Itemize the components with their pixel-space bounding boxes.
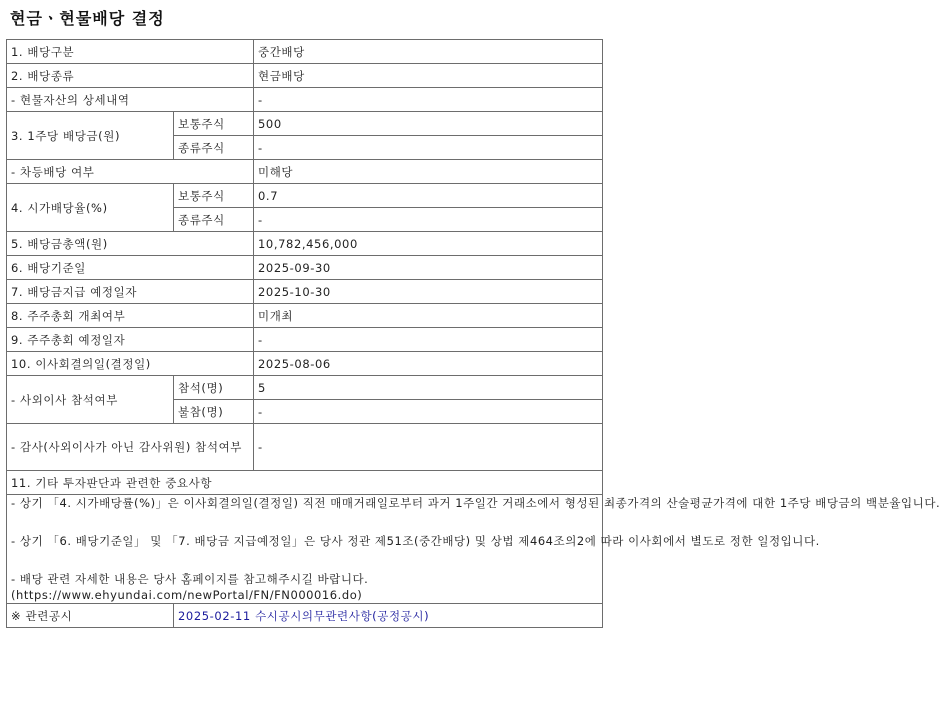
table-row [7,40,603,64]
table-row [7,64,603,88]
row-value: - [254,400,603,424]
row-sublabel: 보통주식 [174,112,254,136]
row-value: 미해당 [254,160,603,184]
table-row [7,352,603,376]
table-row [7,112,603,136]
row-label: - 감사(사외이사가 아닌 감사위원) 참석여부 [7,424,254,471]
row-sublabel: 보통주식 [174,184,254,208]
row-sublabel: 종류주식 [174,136,254,160]
row-label: 7. 배당금지급 예정일자 [7,280,254,304]
row-value: 5 [254,376,603,400]
row-label: 2. 배당종류 [7,64,254,88]
row-label: 1. 배당구분 [7,40,254,64]
row-sublabel: 종류주식 [174,208,254,232]
row-label: 8. 주주총회 개최여부 [7,304,254,328]
table-row [7,280,603,304]
note-paragraph: - 상기 「4. 시가배당률(%)」은 이사회결의일(결정일) 직전 매매거래일로부터 과거 1주일간 거래소에서 형성된 최종가격의 산술평균가격에 대한 1주당 배당금의 백분율입니다. [11,496,940,510]
row-label: - 사외이사 참석여부 [7,376,174,424]
table-row [7,160,603,184]
table-row [7,232,603,256]
row-label: - 차등배당 여부 [7,160,254,184]
table-row [7,256,603,280]
row-label: 9. 주주총회 예정일자 [7,328,254,352]
table-row [7,304,603,328]
related-label: ※ 관련공시 [7,604,174,628]
notes-cell [7,495,940,604]
row-label: - 현물자산의 상세내역 [7,88,254,112]
row-label: 10. 이사회결의일(결정일) [7,352,254,376]
row-value: 2025-08-06 [254,352,603,376]
row-sublabel: 참석(명) [174,376,254,400]
row-value: - [254,424,603,471]
row-value: 2025-10-30 [254,280,603,304]
row-label: 4. 시가배당율(%) [7,184,174,232]
note-paragraph: - 상기 「6. 배당기준일」 및 「7. 배당금 지급예정일」은 당사 정관 제51조(중간배당) 및 상법 제464조의2에 따라 이사회에서 별도로 정한 일정입니다. [11,534,820,548]
homepage-url: (https://www.ehyundai.com/newPortal/FN/FN000016.do) [11,588,363,602]
row-value: 미개최 [254,304,603,328]
disclosure-table [6,39,940,628]
section-heading: 11. 기타 투자판단과 관련한 중요사항 [7,471,603,495]
note-paragraph: - 배당 관련 자세한 내용은 당사 홈페이지를 참고해주시길 바랍니다. [11,572,369,586]
row-value: 0.7 [254,184,603,208]
table-row [7,604,603,628]
row-value: - [254,88,603,112]
table-row [7,376,603,400]
table-row [7,88,603,112]
table-row [7,424,603,471]
row-value: - [254,328,603,352]
row-value: - [254,208,603,232]
table-row [7,471,603,495]
row-value: 중간배당 [254,40,603,64]
related-disclosure-link[interactable]: 2025-02-11 수시공시의무관련사항(공정공시) [174,604,603,628]
row-value: 현금배당 [254,64,603,88]
row-value: 2025-09-30 [254,256,603,280]
table-row [7,184,603,208]
row-label: 3. 1주당 배당금(원) [7,112,174,160]
table-row [7,495,603,604]
row-label: 6. 배당기준일 [7,256,254,280]
row-value: 500 [254,112,603,136]
row-sublabel: 불참(명) [174,400,254,424]
table-row [7,328,603,352]
row-label: 5. 배당금총액(원) [7,232,254,256]
row-value: - [254,136,603,160]
page-title: 현금ㆍ현물배당 결정 [10,9,165,28]
row-value: 10,782,456,000 [254,232,603,256]
